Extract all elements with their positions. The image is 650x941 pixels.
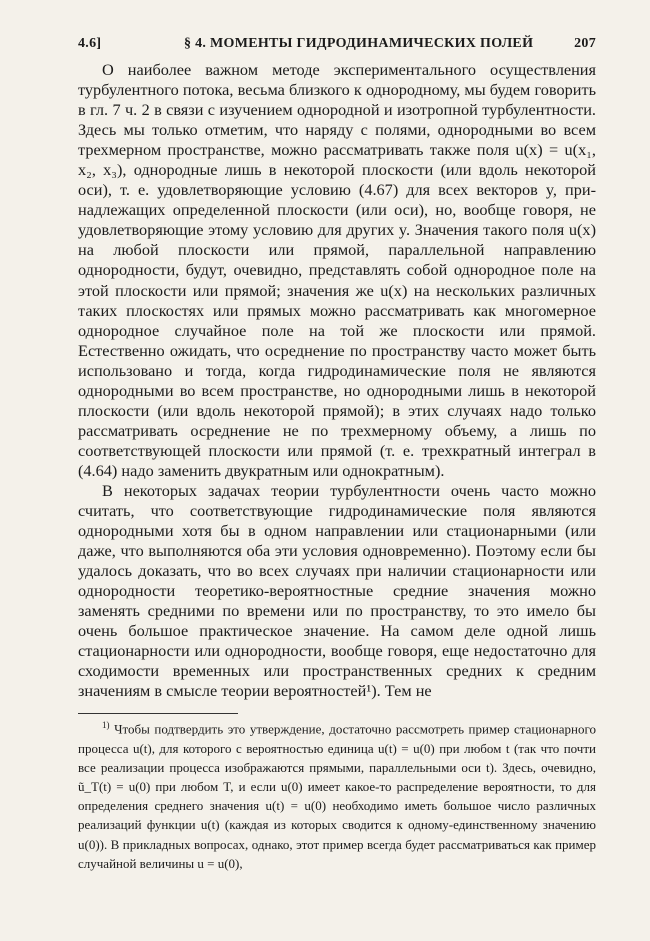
footnote-paragraph [78,716,596,873]
main-text [78,60,596,702]
footnote [78,716,596,873]
footnote-marker: 1) [102,720,110,730]
page-number: 207 [574,36,596,51]
footnote-text: Чтобы подтвердить это утверждение, достаточно рассмотреть пример стационарного процесса u(t), для которого с вероятностью единица u(t) = u(0) при любом t (так что почти все реализации процесса изображаются прямыми, параллельными оси t). Здесь, очевидно, ũ_T(t) = u(0) при любом T, и если u(0) имеет какое-то распределение вероятности, то для определения среднего значения u(t) = u(0) необходимо иметь большое число различных реализаций функции u(t) (каждая из которых сводится к одному-единственному значению u(0)). В прикладных вопросах, однако, этот пример всегда будет рассматриваться как пример случайной величины u = u(0), [78,721,597,871]
footnote-divider [78,713,238,714]
section-title: § 4. МОМЕНТЫ ГИДРОДИНАМИЧЕСКИХ ПОЛЕЙ [184,36,534,51]
chapter-ref: 4.6] [78,36,102,51]
running-header [78,36,596,52]
paragraph-2: В некоторых задачах теории турбулентности очень часто можно считать, что соответствующие гидродинамические поля являются однородными хотя бы в одном направлении или стационарными (или даже, что выполняются оба эти условия одновременно). Поэтому если бы удалось доказать, что во всех случаях при наличии стационарности или однородности теоретико-вероятностные средние значения можно заменять средними по времени или по пространству, то это имело бы очень большое практическое значение. На самом деле одной лишь стационарности или однородности, вообще говоря, еще недостаточно для сходимости временных или пространственных средних к средним значениям в смысле теории вероятностей¹). Тем не [78,480,596,701]
paragraph-1: О наиболее важном методе экспериментального осуществления турбулентного потока, весьма близкого к однородному, мы будем говорить в гл. 7 ч. 2 в связи с изучением однородной и изотропной турбулентности. Здесь мы только отметим, что наряду с полями, однородными во всем трехмерном пространстве, можно рассматривать также поля u(x) = u(x₁, x₂, x₃), однородные лишь в некоторой плоскости (или вдоль некоторой оси), т. е. удовлетворяющие условию (4.67) для всех векторов y, принадлежащих определенной плоскости (или оси), но, вообще говоря, не удовлетворяющие этому условию для других y. Значения такого поля u(x) на любой плоскости или прямой, параллельной направлению однородности, будут, очевидно, представлять собой однородное поле на этой плоскости или прямой; значения же u(x) на нескольких различных таких плоскостях или прямых можно рассматривать как многомерное однородное случайное поле на той же плоскости или прямой. Естественно ожидать, что осреднение по пространству часто может быть использовано и тогда, когда гидродинамические поля не являются однородными во всем пространстве, но однородными лишь в некоторой плоскости (или вдоль некоторой прямой); в этих случаях надо только рассматривать осреднение не по трехмерному объему, а лишь по соответствующей плоскости или прямой (т. е. трехкратный интеграл в (4.64) надо заменить двукратным или однократным). [78,60,596,480]
